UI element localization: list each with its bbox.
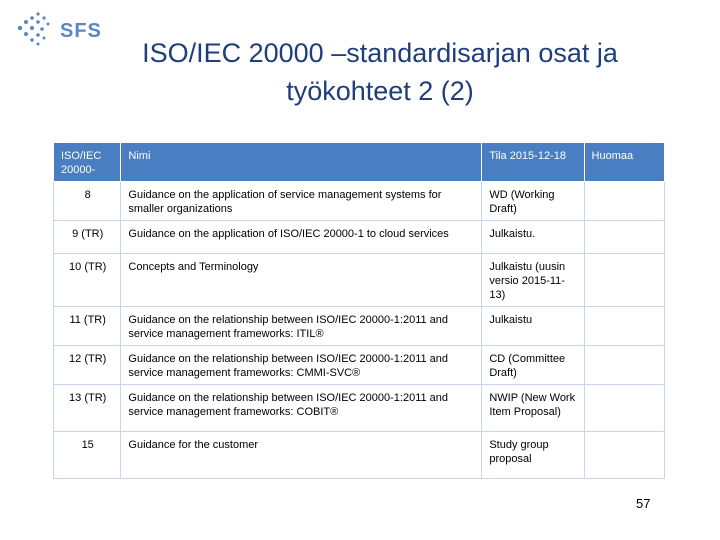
cell-status: Julkaistu [482, 307, 584, 346]
cell-note [584, 182, 664, 221]
cell-status: Study group proposal [482, 432, 584, 479]
cell-note [584, 385, 664, 432]
slide-title [60, 34, 700, 110]
table-row [54, 182, 665, 221]
sfs-logo-mark-icon [8, 8, 58, 48]
table-row [54, 346, 665, 385]
cell-status: NWIP (New Work Item Proposal) [482, 385, 584, 432]
cell-part: 15 [54, 432, 121, 479]
cell-part: 12 (TR) [54, 346, 121, 385]
table-row [54, 221, 665, 254]
header-standard: ISO/IEC 20000- [54, 143, 121, 182]
cell-note [584, 254, 664, 307]
cell-status: CD (Committee Draft) [482, 346, 584, 385]
cell-name: Guidance on the relationship between ISO/IEC 20000-1:2011 and service management frameworks: ITIL® [121, 307, 482, 346]
table-row [54, 254, 665, 307]
cell-part: 13 (TR) [54, 385, 121, 432]
title-line-1: ISO/IEC 20000 –standardisarjan osat ja [142, 38, 618, 68]
table-row [54, 307, 665, 346]
cell-part: 9 (TR) [54, 221, 121, 254]
header-status: Tila 2015-12-18 [482, 143, 584, 182]
page-number: 57 [636, 496, 651, 511]
cell-name: Guidance on the relationship between ISO/IEC 20000-1:2011 and service management frameworks: CMMI-SVC® [121, 346, 482, 385]
cell-note [584, 346, 664, 385]
cell-status: Julkaistu. [482, 221, 584, 254]
cell-note [584, 307, 664, 346]
cell-part: 8 [54, 182, 121, 221]
table-row [54, 385, 665, 432]
cell-name: Guidance on the relationship between ISO/IEC 20000-1:2011 and service management frameworks: COBIT® [121, 385, 482, 432]
cell-name: Guidance for the customer [121, 432, 482, 479]
header-note: Huomaa [584, 143, 664, 182]
logo-text: SFS [60, 20, 102, 42]
cell-note [584, 221, 664, 254]
header-name: Nimi [121, 143, 482, 182]
cell-name: Guidance on the application of ISO/IEC 20000-1 to cloud services [121, 221, 482, 254]
cell-part: 11 (TR) [54, 307, 121, 346]
cell-name: Concepts and Terminology [121, 254, 482, 307]
table-row [54, 432, 665, 479]
table-header-row [54, 143, 665, 182]
cell-note [584, 432, 664, 479]
cell-name: Guidance on the application of service management systems for smaller organizations [121, 182, 482, 221]
title-line-2: työkohteet 2 (2) [286, 76, 474, 106]
cell-status: WD (Working Draft) [482, 182, 584, 221]
standards-table [53, 142, 665, 479]
cell-part: 10 (TR) [54, 254, 121, 307]
cell-status: Julkaistu (uusin versio 2015-11-13) [482, 254, 584, 307]
